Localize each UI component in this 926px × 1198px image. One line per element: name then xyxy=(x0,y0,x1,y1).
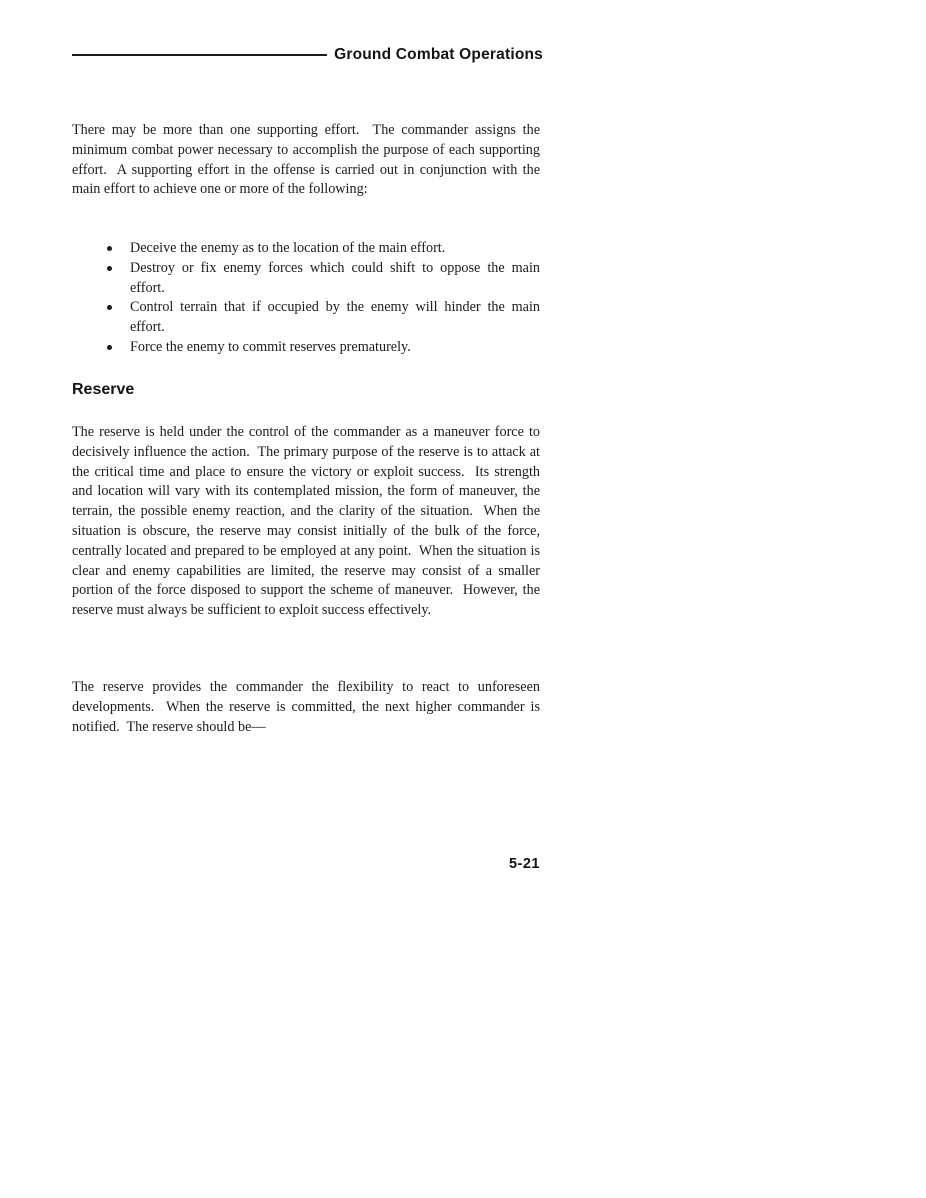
paragraph-supporting-effort: There may be more than one supporting effort. The commander assigns the minimum combat power necessary to accomplish the purpose of each supporting effort. A supporting effort in the offense is carried out in conjunction with the main effort to achieve one or more of the following: xyxy=(72,122,544,198)
list-item-text: Destroy or fix enemy forces which could shift to oppose the main effort. xyxy=(130,259,540,296)
list-item-text: Force the enemy to commit reserves prematurely. xyxy=(130,338,411,355)
header-title: Ground Combat Operations xyxy=(334,46,543,63)
bullet-icon xyxy=(107,246,112,251)
paragraph-reserve-2: The reserve provides the commander the flexibility to react to unforeseen developments. When the reserve is committed, the next higher commander is notified. The reserve should be— xyxy=(72,679,544,735)
section-heading-reserve: Reserve xyxy=(72,381,135,398)
list-item xyxy=(72,239,540,259)
page-number: 5-21 xyxy=(508,856,540,872)
bullet-icon xyxy=(107,305,112,310)
list-item xyxy=(72,298,540,338)
bullet-icon xyxy=(107,266,112,271)
bullet-icon xyxy=(107,345,112,350)
bullet-list xyxy=(72,239,540,358)
header-rule xyxy=(72,54,327,56)
page-header xyxy=(72,46,543,64)
paragraph-reserve-1: The reserve is held under the control of the commander as a maneuver force to decisively influence the action. The primary purpose of the reserve is to attack at the critical time and place to ensure the victory or exploit success. Its strength and location will vary with its contemplated mission, the form of maneuver, the terrain, the possible enemy reaction, and the clarity of the situation. When the situation is obscure, the reserve may consist initially of the bulk of the force, centrally located and prepared to be employed at any point. When the situation is clear and enemy capabilities are limited, the reserve may consist of a smaller portion of the force disposed to support the scheme of maneuver. However, the reserve must always be sufficient to exploit success effectively. xyxy=(72,424,544,619)
list-item xyxy=(72,259,540,299)
list-item-text: Deceive the enemy as to the location of the main effort. xyxy=(130,240,446,256)
list-item xyxy=(72,338,540,358)
list-item-text: Control terrain that if occupied by the enemy will hinder the main effort. xyxy=(130,299,540,336)
